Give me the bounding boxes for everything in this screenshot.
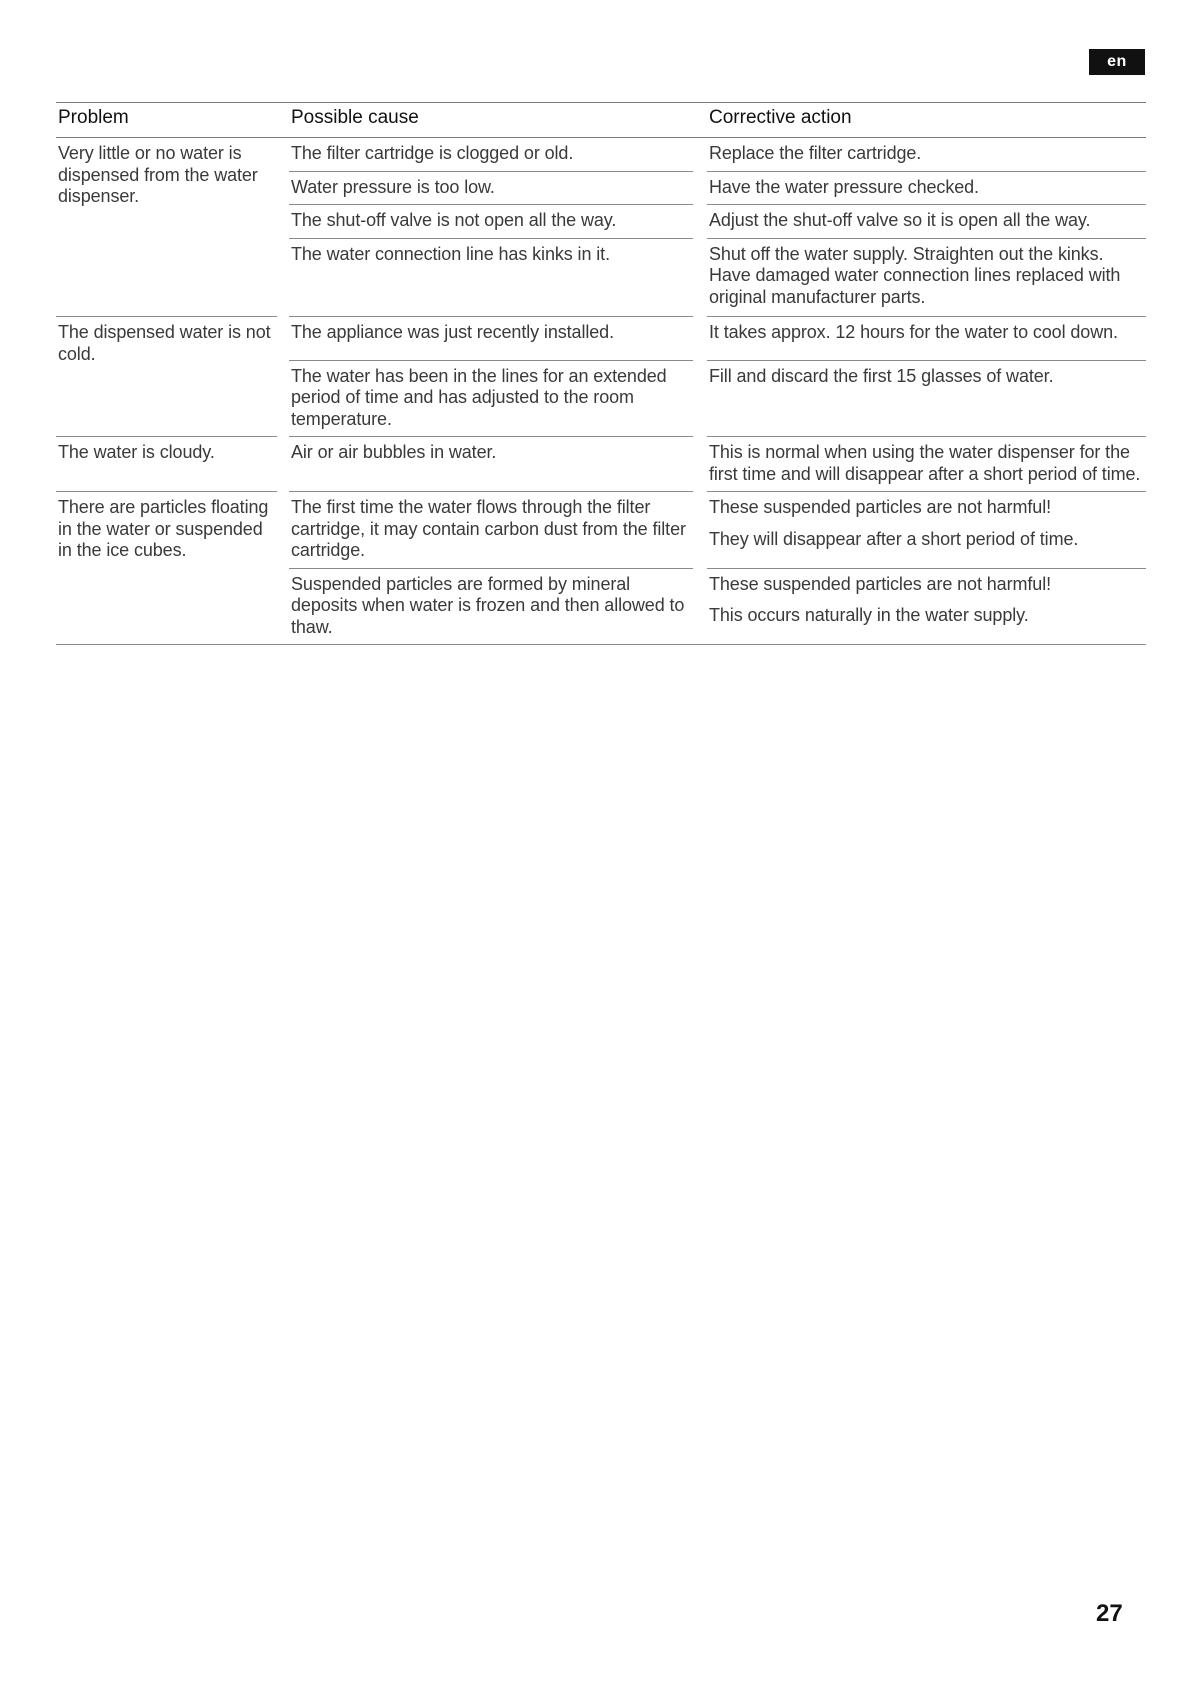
action-line: They will disappear after a short period of time. [709, 528, 1079, 549]
header-gap [693, 103, 707, 138]
action-line: These suspended particles are not harmful! [709, 497, 1051, 517]
action-line: This occurs naturally in the water supply. [709, 605, 1029, 625]
problem-cell: The dispensed water is not cold. [56, 317, 277, 437]
action-cell: Replace the filter cartridge. [709, 143, 922, 163]
header-action: Corrective action [707, 103, 1146, 138]
table-row [56, 317, 1146, 361]
cause-cell: The shut-off valve is not open all the way. [289, 205, 693, 239]
cause-cell: The first time the water flows through the filter cartridge, it may contain carbon dust from the filter cartridge. [291, 497, 686, 560]
action-cell [707, 492, 1146, 569]
action-cell: Fill and discard the first 15 glasses of water. [707, 360, 1146, 437]
action-cell: Adjust the shut-off valve so it is open all the way. [707, 205, 1146, 239]
table-row [56, 437, 1146, 492]
action-cell [707, 568, 1146, 645]
cause-cell: The filter cartridge is clogged or old. [291, 143, 574, 163]
cause-cell: The water has been in the lines for an extended period of time and has adjusted to the room temperature. [289, 360, 693, 437]
table-row [56, 138, 1146, 172]
problem-cell: Very little or no water is dispensed from the water dispenser. [56, 138, 277, 317]
table-row [56, 492, 1146, 569]
cause-cell: Suspended particles are formed by mineral deposits when water is frozen and then allowed to thaw. [289, 568, 693, 645]
header-problem: Problem [56, 103, 277, 138]
cause-cell: The water connection line has kinks in it. [289, 238, 693, 317]
action-cell: This is normal when using the water dispenser for the first time and will disappear after a short period of time. [707, 437, 1146, 492]
action-cell: Shut off the water supply. Straighten out the kinks. Have damaged water connection lines replaced with original manufacturer parts. [707, 238, 1146, 317]
cause-cell: Water pressure is too low. [289, 171, 693, 205]
header-cause: Possible cause [289, 103, 693, 138]
action-cell: Have the water pressure checked. [707, 171, 1146, 205]
cause-cell: Air or air bubbles in water. [289, 437, 693, 492]
action-cell: It takes approx. 12 hours for the water to cool down. [709, 322, 1118, 342]
header-gap [277, 103, 289, 138]
page-number: 27 [1096, 1600, 1123, 1627]
problem-cell: The water is cloudy. [56, 437, 277, 492]
table-header-row [56, 103, 1146, 138]
language-badge: en [1089, 49, 1145, 75]
action-line: These suspended particles are not harmful! [709, 573, 1051, 594]
problem-cell: There are particles floating in the water or suspended in the ice cubes. [56, 492, 277, 645]
troubleshooting-table [56, 102, 1146, 645]
cause-cell: The appliance was just recently installed. [291, 322, 614, 342]
